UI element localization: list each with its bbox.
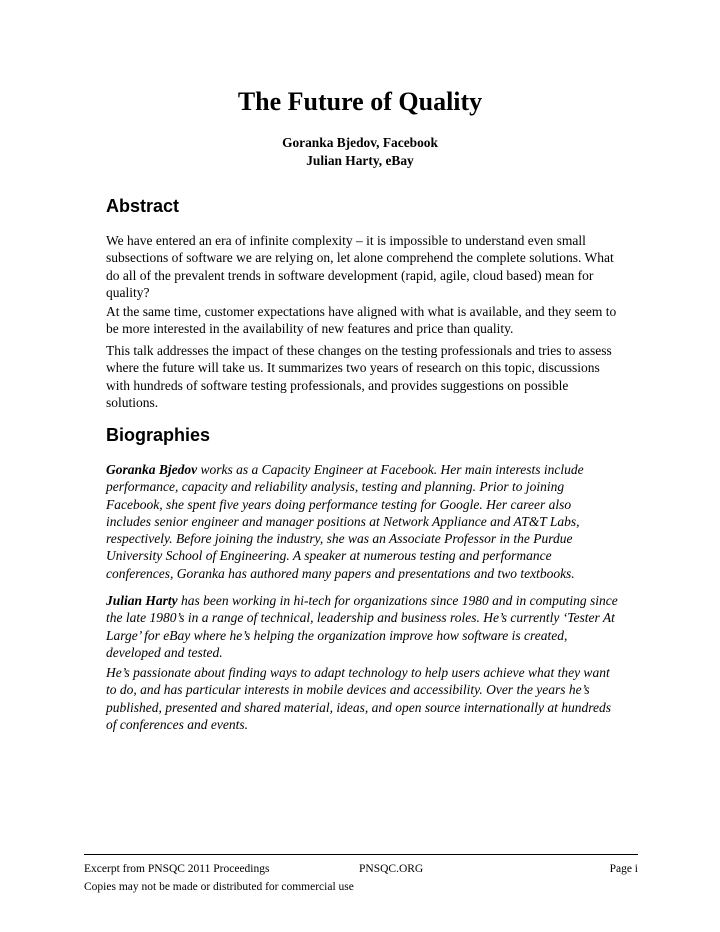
author-list: [0, 134, 720, 170]
abstract-heading: Abstract: [106, 196, 180, 216]
author-1: Goranka Bjedov, Facebook: [282, 135, 438, 150]
biography-text: has been working in hi-tech for organizations since 1980 and in computing since the late 1980’s in a range of technical, leadership and business roles. He’s currently ‘Tester At Large’ for eBay where he’s helping the organization improve how software is created, developed and tested.: [106, 593, 618, 660]
footer-divider: [84, 854, 638, 855]
abstract-paragraph-2: At the same time, customer expectations have aligned with what is available, and they seem to be more interested in the availability of new features and price than quality.: [106, 304, 617, 337]
biography-harty: [106, 592, 618, 661]
abstract-paragraph-1: We have entered an era of infinite complexity – it is impossible to understand even small subsections of software we are relying on, let alone comprehend the complete solutions. What do all of the prevalent trends in software development (rapid, agile, cloud based) mean for quality?: [106, 233, 614, 300]
biography-bjedov: [106, 461, 618, 582]
biography-text: works as a Capacity Engineer at Facebook. Her main interests include performance, capacity and reliability analysis, testing and planning. Prior to joining Facebook, she spent five years doing performance testing for Google. Her career also includes senior engineer and manager positions at Network Appliance and AT&T Labs, respectively. Before joining the industry, she was an Associate Professor in the Purdue University School of Engineering. A speaker at numerous testing and performance conferences, Goranka has authored many papers and presentations and two textbooks.: [106, 462, 584, 581]
footer-site: PNSQC.ORG: [359, 863, 424, 875]
author-2: Julian Harty, eBay: [306, 153, 414, 168]
footer-copyright-notice: Copies may not be made or distributed for commercial use: [84, 881, 354, 893]
footer-source: Excerpt from PNSQC 2011 Proceedings: [84, 863, 270, 875]
biography-harty-continued: He’s passionate about finding ways to adapt technology to help users achieve what they want to do, and has particular interests in mobile devices and accessibility. Over the years he’s published, presented and shared material, ideas, and open source internationally at hundreds of conferences and events.: [106, 665, 611, 732]
footer-line: [84, 862, 638, 876]
biographies-heading: Biographies: [106, 425, 211, 445]
footer-page-number: Page i: [609, 863, 638, 875]
biography-name: Goranka Bjedov: [106, 462, 198, 477]
abstract-paragraph-3: This talk addresses the impact of these changes on the testing professionals and tries to assess where the future will take us. It summarizes two years of research on this topic, discussions with hundreds of software testing professionals, and provides suggestions on possible solutions.: [106, 343, 612, 410]
biography-name: Julian Harty: [106, 593, 178, 608]
paper-title: The Future of Quality: [237, 87, 483, 116]
